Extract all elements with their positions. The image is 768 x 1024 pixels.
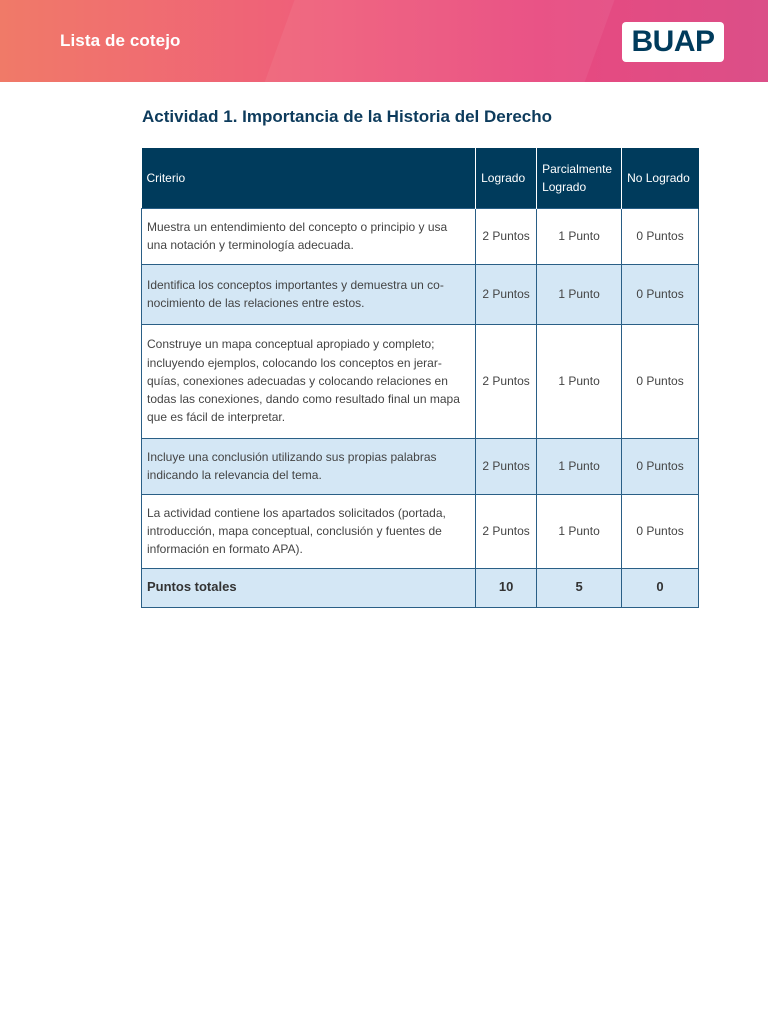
total-row <box>142 568 699 607</box>
parcial-cell: 1 Punto <box>537 438 622 494</box>
logrado-cell: 2 Puntos <box>476 494 537 568</box>
total-parcial: 5 <box>537 568 622 607</box>
parcial-cell: 1 Punto <box>537 208 622 264</box>
criterion-cell: Muestra un entendimiento del concepto o principio y usa una notación y terminología adecuada. <box>142 208 476 264</box>
criterion-cell: La actividad contiene los apartados solicitados (portada, introducción, mapa conceptual, conclusión y fuentes de información en formato APA). <box>142 494 476 568</box>
header-logrado: Logrado <box>476 148 537 208</box>
buap-logo <box>622 22 724 62</box>
header-criterio: Criterio <box>142 148 476 208</box>
criterion-cell: Incluye una conclusión utilizando sus propias palabras indicando la relevancia del tema. <box>142 438 476 494</box>
header-decoration <box>255 0 626 82</box>
header-parcialmente-logrado: Parcialmente Logrado <box>537 148 622 208</box>
logrado-cell: 2 Puntos <box>476 438 537 494</box>
header-no-logrado: No Logrado <box>622 148 699 208</box>
total-label: Puntos totales <box>142 568 476 607</box>
table-row <box>142 438 699 494</box>
total-logrado: 10 <box>476 568 537 607</box>
activity-title: Actividad 1. Importancia de la Historia del Derecho <box>142 107 553 126</box>
logrado-cell: 2 Puntos <box>476 208 537 264</box>
table-row <box>142 264 699 324</box>
header-title: Lista de cotejo <box>60 31 181 50</box>
table-row <box>142 208 699 264</box>
no-logrado-cell: 0 Puntos <box>622 438 699 494</box>
table-row <box>142 494 699 568</box>
no-logrado-cell: 0 Puntos <box>622 264 699 324</box>
parcial-cell: 1 Punto <box>537 324 622 438</box>
parcial-cell: 1 Punto <box>537 494 622 568</box>
no-logrado-cell: 0 Puntos <box>622 324 699 438</box>
criterion-cell: Identifica los conceptos importantes y demuestra un co-nocimiento de las relaciones entre estos. <box>142 264 476 324</box>
rubric-table <box>141 148 699 608</box>
page-header <box>0 0 768 82</box>
total-no-logrado: 0 <box>622 568 699 607</box>
table-row <box>142 324 699 438</box>
logrado-cell: 2 Puntos <box>476 324 537 438</box>
logo-text: BUAP <box>631 25 715 58</box>
no-logrado-cell: 0 Puntos <box>622 494 699 568</box>
table-header-row <box>142 148 699 208</box>
logrado-cell: 2 Puntos <box>476 264 537 324</box>
criterion-cell: Construye un mapa conceptual apropiado y completo; incluyendo ejemplos, colocando los conceptos en jerar-quías, conexiones adecuadas y colocando relaciones en todas las conexiones, dando como resultado final un mapa que es fácil de interpretar. <box>142 324 476 438</box>
no-logrado-cell: 0 Puntos <box>622 208 699 264</box>
parcial-cell: 1 Punto <box>537 264 622 324</box>
